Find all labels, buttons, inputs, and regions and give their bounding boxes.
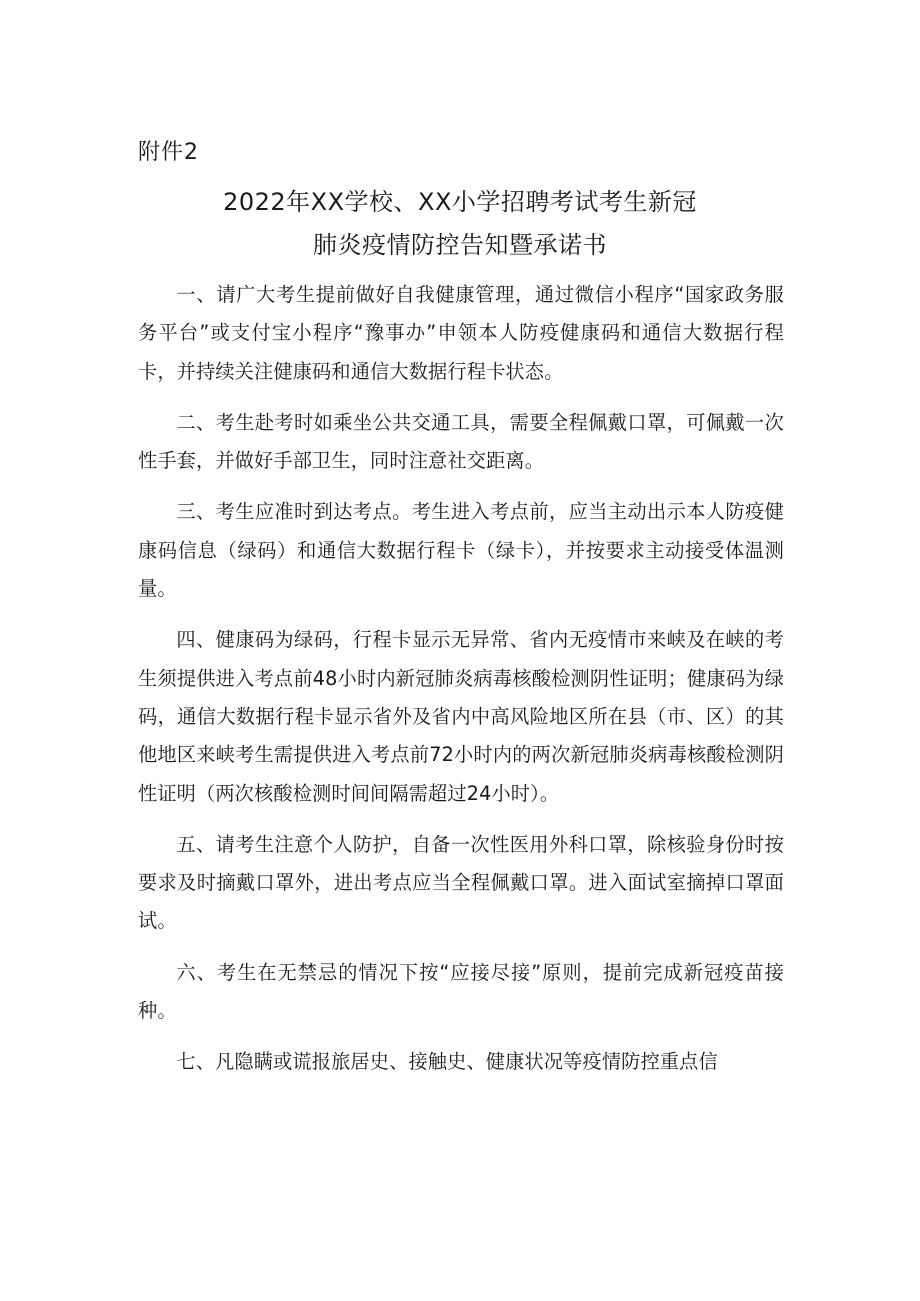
paragraph-1: 一、请广大考生提前做好自我健康管理，通过微信小程序“国家政务服务平台”或支付宝小程序“豫事办”申领本人防疫健康码和通信大数据行程卡，并持续关注健康码和通信大数据行程卡状态。 xyxy=(138,283,784,383)
paragraph-6: 六、考生在无禁忌的情况下按“应接尽接”原则，提前完成新冠疫苗接种。 xyxy=(138,960,784,1023)
paragraph-5: 五、请考生注意个人防护，自备一次性医用外科口罩，除核验身份时按要求及时摘戴口罩外，进出考点应当全程佩戴口罩。进入面试室摘掉口罩面试。 xyxy=(138,832,784,933)
paragraph-4: 四、健康码为绿码，行程卡显示无异常、省内无疫情市来峡及在峡的考生须提供进入考点前48小时内新冠肺炎病毒核酸检测阴性证明；健康码为绿码，通信大数据行程卡显示省外及省内中高风险地区所在县（市、区）的其他地区来峡考生需提供进入考点前72小时内的两次新冠肺炎病毒核酸检测阴性证明（两次核酸检测时间间隔需超过24小时）。 xyxy=(138,628,784,805)
document-body xyxy=(138,276,784,1095)
paragraph-3: 三、考生应准时到达考点。考生进入考点前，应当主动出示本人防疫健康码信息（绿码）和通信大数据行程卡（绿卡），并按要求主动接受体温测量。 xyxy=(138,500,784,601)
paragraph-7: 七、凡隐瞒或谎报旅居史、接触史、健康状况等疫情防控重点信 xyxy=(176,1050,718,1074)
attachment-label: 附件2 xyxy=(138,140,199,165)
paragraph-2: 二、考生赴考时如乘坐公共交通工具，需要全程佩戴口罩，可佩戴一次性手套，并做好手部卫生，同时注意社交距离。 xyxy=(138,410,784,473)
document-title-line-2: 肺炎疫情防控告知暨承诺书 xyxy=(313,231,607,259)
document-title-line-1: 2022年XX学校、XX小学招聘考试考生新冠 xyxy=(223,188,697,216)
